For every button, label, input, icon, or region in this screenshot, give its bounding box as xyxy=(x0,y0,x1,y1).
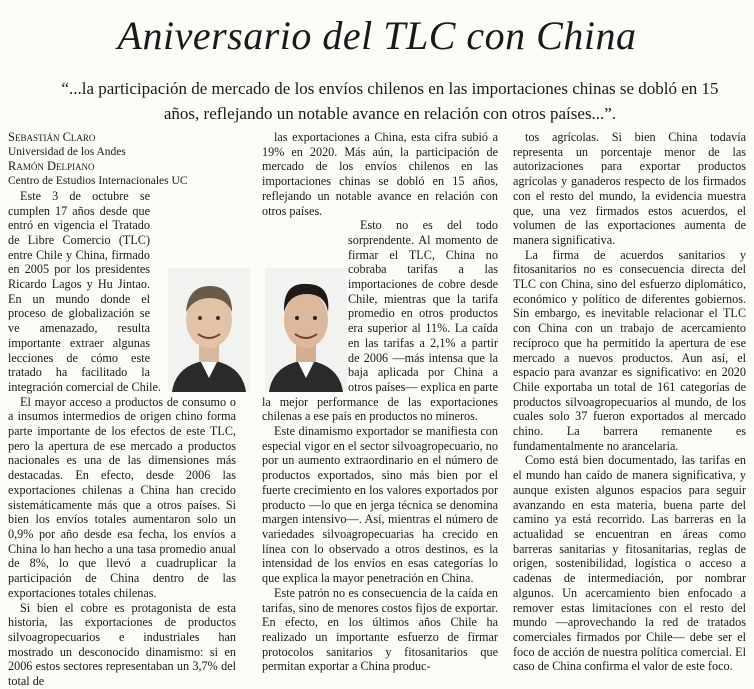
headline: Aniversario del TLC con China xyxy=(117,13,637,58)
paragraph: Si bien el cobre es protagonista de esta historia, las exportaciones de productos silvoagropecuarios e industriales han mostrado un desconocido dinamismo: si en 2006 estos sectores representaban un 3,7% del total de xyxy=(8,600,236,689)
paragraph: La firma de acuerdos sanitarios y fitosanitarios no es consecuencia directa del TLC con China, sino del esfuerzo diplomático, económico y político de diferentes gobiernos. Sin embargo, es inevitable relacionar el TLC con China con un trabajo de acercamiento recíproco que ha permitido la apertura de ese mercado a nuevos productos. Aun así, el espacio para avanzar es significativo: en 2020 Chile exportaba un total de 161 categorías de productos silvoagropecuarios al mundo, de los cuales solo 37 fueron exportados al mercado chino. La barrera remanente es fundamentalmente no arancelaria. xyxy=(513,247,746,453)
author-name-2: Ramón Delpiano xyxy=(8,159,95,174)
author-institution-1: Universidad de los Andes xyxy=(8,145,126,158)
paragraph: Este dinamismo exportador se manifiesta con especial vigor en el sector silvoagropecuario, no por un aumento extraordinario en el número de productos exportados, sino más bien por el fuerte crecimiento en los valores exportados por producto —lo que en jerga técnica se denomina margen intensivo—. Así, mientras el número de variedades silvoagropecuarias ha crecido en línea con lo observado a otros destinos, es la intensidad de los envíos en esas categorías lo que explica la mayor penetración en China. xyxy=(262,424,498,586)
paragraph: Este patrón no es consecuencia de la caída en tarifas, sino de menores costos fijos de exportar. En efecto, en los últimos años Chile ha realizado un importante esfuerzo de firmar protocolos sanitarios y fitosanitarios que permitan exportar a China produc- xyxy=(262,585,498,674)
author-name-1: Sebastián Claro xyxy=(8,130,96,144)
column-1 xyxy=(8,130,236,689)
author-institution-2: Centro de Estudios Internacionales UC xyxy=(8,175,188,188)
paragraph: Como está bien documentado, las tarifas en el mundo han caído de manera significativa, y aunque existen algunos espacios para seguir avanzando en esta materia, buena parte del camino ya está recorrido. Las barreras en la actualidad se encuentran en áreas como barreras sanitarias y fitosanitarias, reglas de origen, sostenibilidad, logística o acceso a cadenas de intermediación, por nombrar algunos. Un acercamiento bien enfocado a remover estas limitaciones con el resto del mundo —aprovechando la red de tratados comerciales firmados por Chile— debe ser el foco de acción de nuestra política comercial. El caso de China confirma el valor de este foco. xyxy=(513,453,746,674)
pull-quote: “...la participación de mercado de los envíos chilenos en las importaciones chinas se dobló en 15 años, reflejando un notable avance en relación con otros países...”. xyxy=(61,79,719,123)
paragraph: Esto no es del todo sorprendente. Al momento de firmar el TLC, China no cobraba tarifas a las importaciones de cobre desde Chile, mientras que la tarifa promedio en otros productos era superior al 11%. La caída en las tarifas a 2,1% a partir de 2006 —más intensa que la baja aplicada por China a otros países— explica en parte la mejor performance de las exportaciones chilenas a ese país en productos no mineros. xyxy=(262,218,498,424)
author-photo-delpiano xyxy=(265,268,347,392)
author-photo-claro xyxy=(168,268,250,392)
paragraph: Este 3 de octubre se cumplen 17 años desde que entró en vigencia el Tratado de Libre Comercio (TLC) entre Chile y China, firmado en 2005 por los presidentes Ricardo Lagos y Hu Jintao. En un mundo donde el proceso de globalización se ve amenazado, resulta importante extraer algunas lecciones de cómo este tratado ha facilitado la integración comercial de Chile. xyxy=(8,188,161,394)
column-3 xyxy=(513,130,746,674)
paragraph: El mayor acceso a productos de consumo o a insumos intermedios de origen chino forma parte importante de los efectos de este TLC, pero la apertura de ese mercado a productos nacionales es una de las dimensiones más destacadas. En efecto, desde 2006 las exportaciones chilenas a China han crecido sistemáticamente más que a otros países. Si bien los envíos totales aumentaron solo un 0,9% por año desde esa fecha, los envíos a China lo han hecho a una tasa promedio anual de 8%, lo que llevó a cuadruplicar la participación de China dentro de las exportaciones totales chilenas. xyxy=(8,394,236,600)
paragraph: las exportaciones a China, esta cifra subió a 19% en 2020. Más aún, la participación de mercado de los envíos chilenos en las importaciones chinas se dobló en 15 años, reflejando un notable avance en relación con otros países. xyxy=(262,130,498,218)
column-2 xyxy=(262,130,498,674)
paragraph: tos agrícolas. Si bien China todavía representa un porcentaje menor de las autorizaciones para exportar productos agrícolas y ganaderos respecto de los firmados con el resto del mundo, la evidencia muestra que, una vez firmados estos acuerdos, el volumen de las exportaciones aumenta de manera significativa. xyxy=(513,130,746,247)
